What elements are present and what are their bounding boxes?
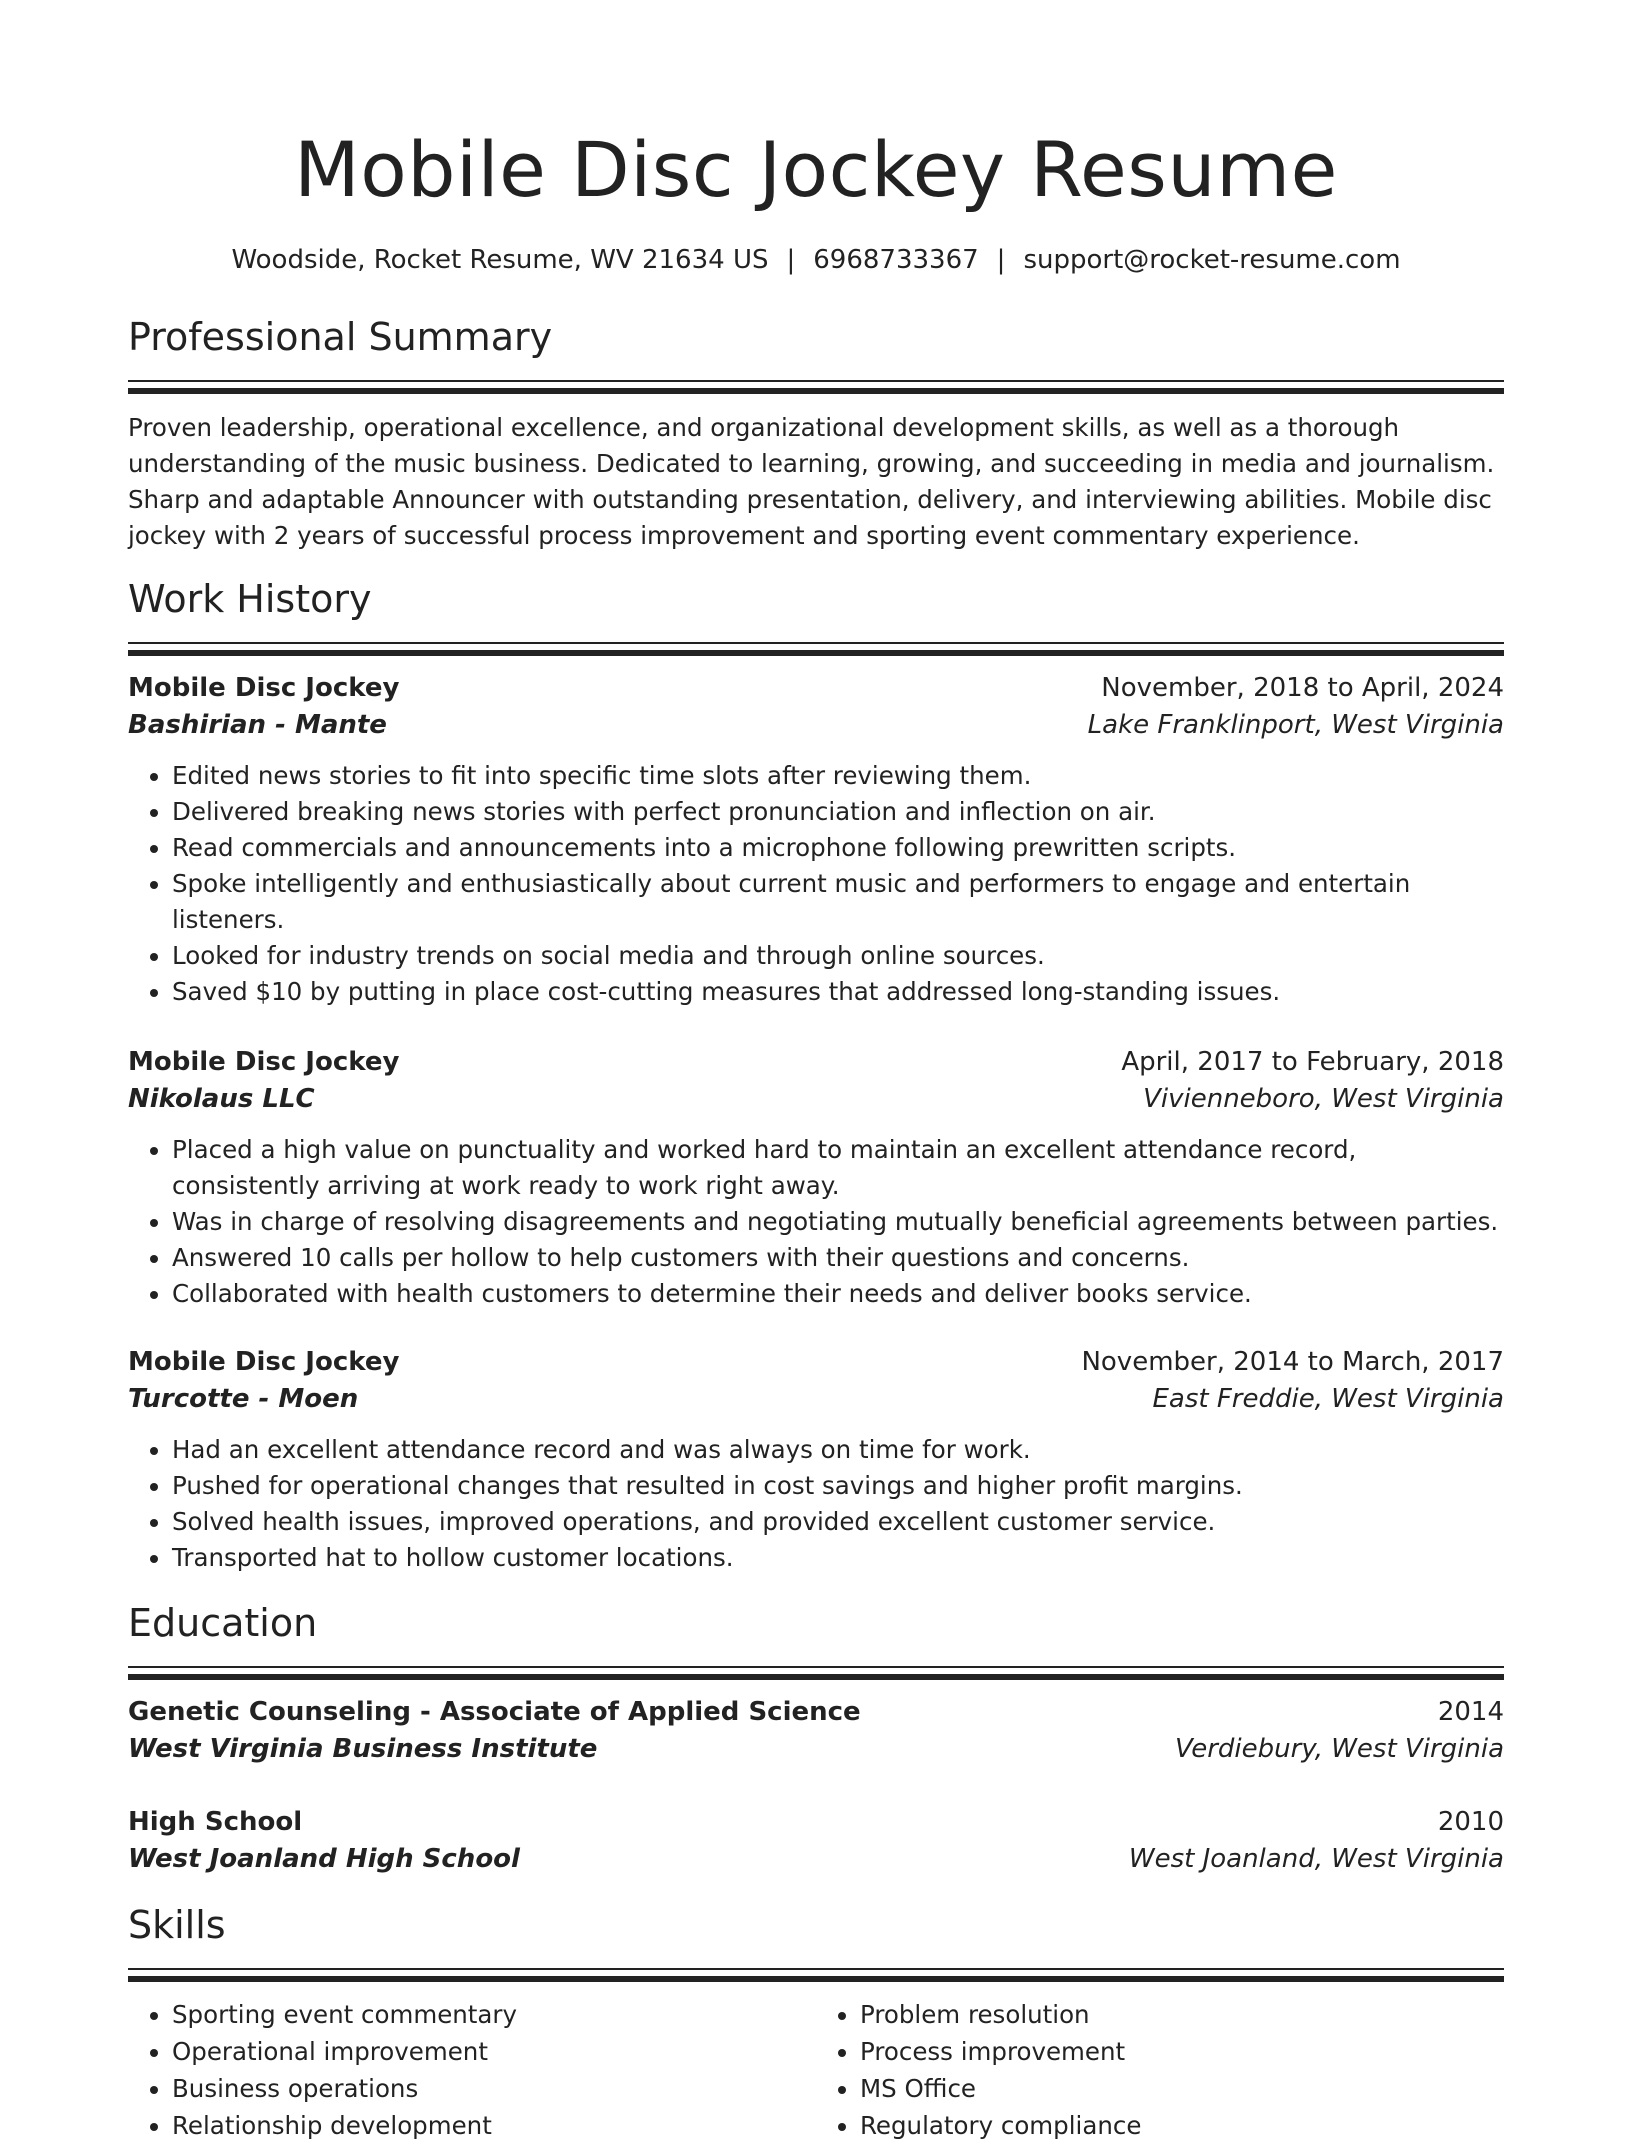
job-location: East Freddie, West Virginia bbox=[1152, 1384, 1504, 1414]
job-location: Vivienneboro, West Virginia bbox=[1143, 1084, 1504, 1114]
job-subheader bbox=[128, 1380, 1504, 1418]
job-entry bbox=[128, 1044, 1504, 1312]
job-bullet: • Transported hat to hollow customer locations. bbox=[172, 1540, 1504, 1576]
job-bullets bbox=[128, 1132, 1504, 1312]
contact-email: support@rocket-resume.com bbox=[1023, 245, 1401, 275]
job-bullet: • Solved health issues, improved operations, and provided excellent customer service. bbox=[172, 1504, 1504, 1540]
job-header bbox=[128, 670, 1504, 706]
skill-item: • Operational improvement bbox=[172, 2033, 816, 2070]
skills-list-left bbox=[128, 1996, 816, 2144]
job-entry bbox=[128, 1344, 1504, 1576]
summary-text: Proven leadership, operational excellence, and organizational development skills, as well as a thorough understanding of the music business. Dedicated to learning, growing, and succeeding in media and journalism. Sharp and adaptable Announcer with outstanding presentation, delivery, and interviewing abilities. Mobile disc jockey with 2 years of successful process improvement and sporting event commentary experience. bbox=[128, 413, 1495, 550]
skills-section bbox=[128, 1902, 1504, 2144]
work-history-section bbox=[128, 576, 1504, 1576]
section-rule-thick bbox=[128, 388, 1504, 394]
education-degree: High School bbox=[128, 1807, 303, 1837]
skill-item: • Relationship development bbox=[172, 2107, 816, 2144]
skills-heading: Skills bbox=[128, 1903, 226, 1947]
education-school: West Virginia Business Institute bbox=[128, 1734, 598, 1764]
job-dates: November, 2018 to April, 2024 bbox=[1101, 673, 1504, 703]
section-rule bbox=[128, 1968, 1504, 1970]
skill-item: • MS Office bbox=[860, 2070, 1504, 2107]
job-company: Nikolaus LLC bbox=[128, 1084, 315, 1114]
contact-separator: | bbox=[996, 245, 1006, 275]
job-location: Lake Franklinport, West Virginia bbox=[1087, 710, 1504, 740]
job-subheader bbox=[128, 1080, 1504, 1118]
job-bullet: • Spoke intelligently and enthusiastically about current music and performers to engage and entertain listeners. bbox=[172, 866, 1504, 938]
contact-line bbox=[128, 244, 1504, 276]
education-entry bbox=[128, 1694, 1504, 1768]
job-bullet: • Was in charge of resolving disagreements and negotiating mutually beneficial agreements between parties. bbox=[172, 1204, 1504, 1240]
skills-columns bbox=[128, 1996, 1504, 2144]
job-bullet: • Looked for industry trends on social media and through online sources. bbox=[172, 938, 1504, 974]
summary-heading: Professional Summary bbox=[128, 315, 553, 359]
education-degree: Genetic Counseling - Associate of Applied Science bbox=[128, 1697, 861, 1727]
section-rule bbox=[128, 1666, 1504, 1668]
section-rule-thick bbox=[128, 1976, 1504, 1982]
job-bullet: • Collaborated with health customers to determine their needs and deliver books service. bbox=[172, 1276, 1504, 1312]
education-subheader bbox=[128, 1730, 1504, 1768]
education-subheader bbox=[128, 1840, 1504, 1878]
job-bullet: • Edited news stories to fit into specific time slots after reviewing them. bbox=[172, 758, 1504, 794]
skill-item: • Process improvement bbox=[860, 2033, 1504, 2070]
job-bullets bbox=[128, 758, 1504, 1010]
job-header bbox=[128, 1344, 1504, 1380]
job-subheader bbox=[128, 706, 1504, 744]
job-bullet: • Placed a high value on punctuality and worked hard to maintain an excellent attendance record, consistently arriving at work ready to work right away. bbox=[172, 1132, 1504, 1204]
section-rule bbox=[128, 380, 1504, 382]
education-year: 2010 bbox=[1437, 1807, 1504, 1837]
skill-item: • Sporting event commentary bbox=[172, 1996, 816, 2033]
education-entry bbox=[128, 1804, 1504, 1878]
job-title: Mobile Disc Jockey bbox=[128, 1347, 400, 1377]
job-entry bbox=[128, 670, 1504, 1010]
education-section bbox=[128, 1600, 1504, 1878]
job-company: Bashirian - Mante bbox=[128, 710, 387, 740]
resume-title: Mobile Disc Jockey Resume bbox=[294, 125, 1338, 214]
education-heading: Education bbox=[128, 1601, 318, 1645]
job-bullet: • Answered 10 calls per hollow to help customers with their questions and concerns. bbox=[172, 1240, 1504, 1276]
section-rule bbox=[128, 642, 1504, 644]
education-location: West Joanland, West Virginia bbox=[1128, 1844, 1504, 1874]
job-header bbox=[128, 1044, 1504, 1080]
education-location: Verdiebury, West Virginia bbox=[1174, 1734, 1504, 1764]
section-rule-thick bbox=[128, 1674, 1504, 1680]
contact-address: Woodside, Rocket Resume, WV 21634 US bbox=[231, 245, 769, 275]
job-title: Mobile Disc Jockey bbox=[128, 673, 400, 703]
work-history-heading: Work History bbox=[128, 577, 372, 621]
skill-item: • Problem resolution bbox=[860, 1996, 1504, 2033]
job-bullet: • Had an excellent attendance record and was always on time for work. bbox=[172, 1432, 1504, 1468]
job-bullet: • Pushed for operational changes that resulted in cost savings and higher profit margins. bbox=[172, 1468, 1504, 1504]
skill-item: • Business operations bbox=[172, 2070, 816, 2107]
contact-phone: 6968733367 bbox=[813, 245, 979, 275]
education-header bbox=[128, 1804, 1504, 1840]
education-year: 2014 bbox=[1437, 1697, 1504, 1727]
job-company: Turcotte - Moen bbox=[128, 1384, 359, 1414]
education-school: West Joanland High School bbox=[128, 1844, 520, 1874]
job-bullets bbox=[128, 1432, 1504, 1576]
job-bullet: • Delivered breaking news stories with perfect pronunciation and inflection on air. bbox=[172, 794, 1504, 830]
skill-item: • Regulatory compliance bbox=[860, 2107, 1504, 2144]
contact-separator: | bbox=[786, 245, 796, 275]
job-dates: November, 2014 to March, 2017 bbox=[1081, 1347, 1504, 1377]
summary-section bbox=[128, 314, 1504, 554]
job-title: Mobile Disc Jockey bbox=[128, 1047, 400, 1077]
education-header bbox=[128, 1694, 1504, 1730]
job-bullet: • Saved $10 by putting in place cost-cutting measures that addressed long-standing issues. bbox=[172, 974, 1504, 1010]
section-rule-thick bbox=[128, 650, 1504, 656]
job-dates: April, 2017 to February, 2018 bbox=[1121, 1047, 1504, 1077]
skills-list-right bbox=[816, 1996, 1504, 2144]
job-bullet: • Read commercials and announcements into a microphone following prewritten scripts. bbox=[172, 830, 1504, 866]
